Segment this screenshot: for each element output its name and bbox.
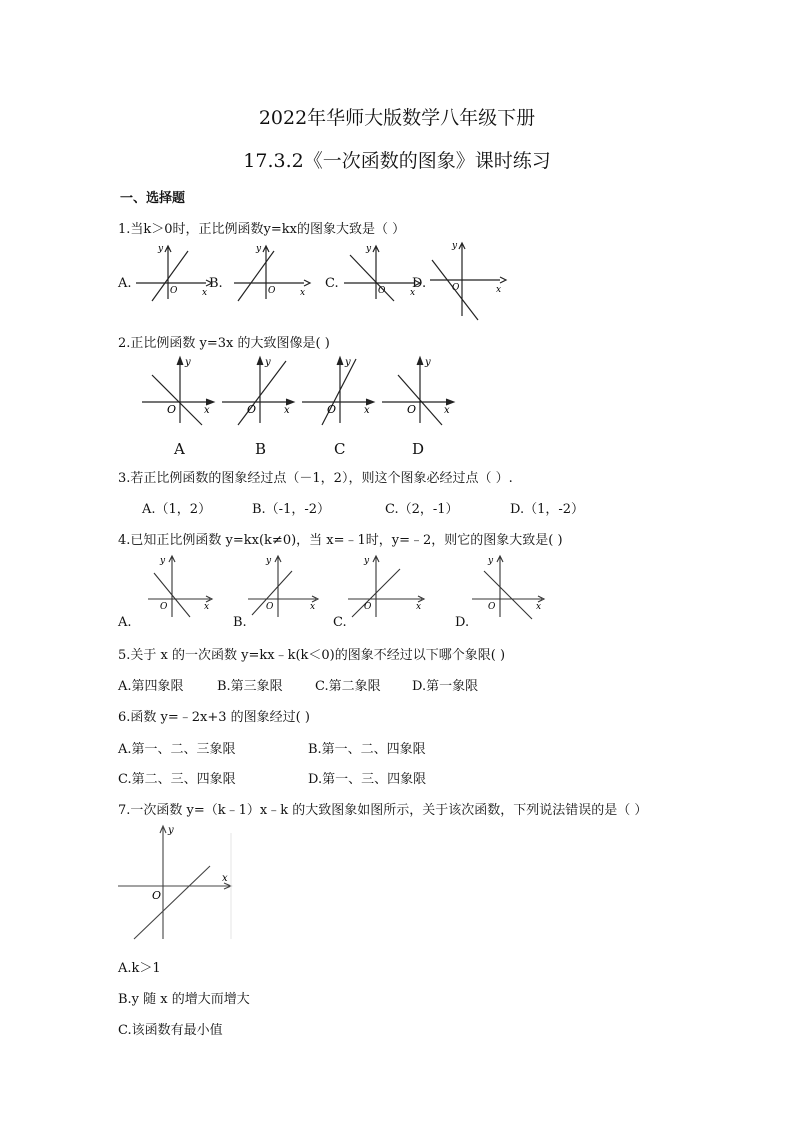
q1-graph-c (342, 243, 422, 303)
q2-label-c: C (334, 440, 346, 458)
q4a-y: y (160, 556, 166, 566)
q2a-y: y (185, 357, 191, 368)
q2c-origin: O (327, 403, 337, 416)
q5-option-d: D.第一象限 (412, 679, 479, 694)
q2d-x: x (444, 405, 450, 416)
q4c-origin: O (364, 602, 372, 612)
q6-option-a: A.第一、二、三象限 (118, 742, 236, 757)
q4-stem: 4.已知正比例函数 y=kx(k≠0)，当 x=﹣1时，y=﹣2，则它的图象大致是( ) (118, 533, 563, 548)
q5-option-a: A.第四象限 (118, 679, 184, 694)
q2-label-a: A (174, 440, 185, 458)
q4-graph-d (470, 553, 552, 619)
q6-option-d: D.第一、三、四象限 (308, 772, 427, 787)
q7-origin: O (152, 889, 162, 902)
q2-stem: 2.正比例函数 y=3x 的大致图像是( ) (118, 336, 330, 351)
doc-subtitle: 17.3.2《一次函数的图象》课时练习 (243, 150, 551, 172)
q2-graph-b (220, 355, 300, 425)
q2c-y: y (345, 357, 351, 368)
q2-label-d: D (412, 440, 425, 458)
q4-graph-c (346, 553, 432, 619)
q2-graph-c (300, 355, 380, 425)
q6-option-c: C.第二、三、四象限 (118, 772, 236, 787)
q1b-origin: O (268, 286, 276, 296)
q1-label-b: B. (209, 276, 223, 291)
q6-stem: 6.函数 y=﹣2x+3 的图象经过( ) (118, 710, 310, 725)
q7-option-a: A.k＞1 (118, 961, 161, 976)
q2b-y: y (265, 357, 271, 368)
q2d-origin: O (407, 403, 417, 416)
q1-graph-b (232, 243, 312, 303)
q1b-x: x (300, 288, 306, 298)
q7-x: x (222, 873, 228, 884)
q2a-origin: O (167, 403, 177, 416)
q4-label-c: C. (333, 615, 347, 630)
q4c-y: y (364, 556, 370, 566)
q1-label-c: C. (325, 276, 339, 291)
q1a-y: y (158, 244, 164, 254)
q4-graph-a (146, 553, 218, 619)
doc-title: 2022年华师大版数学八年级下册 (258, 107, 536, 129)
q4-label-d: D. (455, 615, 470, 630)
q2-graph-d (380, 355, 460, 425)
q4b-y: y (266, 556, 272, 566)
q4b-origin: O (266, 602, 274, 612)
q4-graph-b (246, 553, 326, 619)
q3-option-c: C.（2，-1） (385, 502, 459, 517)
q2b-origin: O (247, 403, 257, 416)
q4d-origin: O (488, 602, 496, 612)
q2-graph-a (140, 355, 220, 425)
q5-stem: 5.关于 x 的一次函数 y=kx﹣k(k＜0)的图象不经过以下哪个象限( ) (118, 648, 506, 663)
q7-y: y (168, 825, 174, 836)
q2b-x: x (284, 405, 290, 416)
q1-graph-d (428, 240, 508, 322)
q1d-x: x (496, 285, 502, 295)
q1-graph-a (134, 243, 214, 303)
q6-option-b: B.第一、二、四象限 (308, 742, 426, 757)
q7-option-b: B.y 随 x 的增大而增大 (118, 992, 250, 1007)
q5-option-c: C.第二象限 (315, 679, 381, 694)
q4d-y: y (488, 556, 494, 566)
q2c-x: x (364, 405, 370, 416)
q3-option-a: A.（1，2） (142, 502, 212, 517)
q7-graph (118, 823, 236, 941)
q1c-y: y (366, 244, 372, 254)
section-heading: 一、选择题 (120, 191, 186, 206)
q3-option-b: B.（-1，-2） (252, 502, 331, 517)
q3-stem: 3.若正比例函数的图象经过点（－1，2），则这个图象必经过点（ ）. (118, 471, 513, 486)
q1-label-a: A. (118, 276, 132, 291)
q2d-y: y (425, 357, 431, 368)
q1d-y: y (452, 241, 458, 251)
q3-option-d: D.（1，-2） (510, 502, 585, 517)
q1-stem: 1.当k＞0时，正比例函数y=kx的图象大致是（ ） (118, 222, 406, 237)
q4-label-a: A. (118, 615, 132, 630)
q2a-x: x (204, 405, 210, 416)
q4c-x: x (416, 602, 422, 612)
q1-label-d: D. (412, 276, 427, 291)
q7-stem: 7.一次函数 y=（k﹣1）x﹣k 的大致图象如图所示，关于该次函数，下列说法错误的是（ ） (118, 803, 648, 818)
q1c-origin: O (378, 286, 386, 296)
q4a-origin: O (160, 602, 168, 612)
q1d-origin: O (452, 283, 460, 293)
q1a-origin: O (170, 286, 178, 296)
q1b-y: y (256, 244, 262, 254)
q7-option-c: C.该函数有最小值 (118, 1023, 223, 1038)
q5-option-b: B.第三象限 (217, 679, 283, 694)
q2-label-b: B (255, 440, 267, 458)
q1a-x: x (202, 288, 208, 298)
q4d-x: x (536, 602, 542, 612)
q4b-x: x (310, 602, 316, 612)
q1c-x: x (410, 288, 416, 298)
q4a-x: x (204, 602, 210, 612)
q4-label-b: B. (233, 615, 247, 630)
